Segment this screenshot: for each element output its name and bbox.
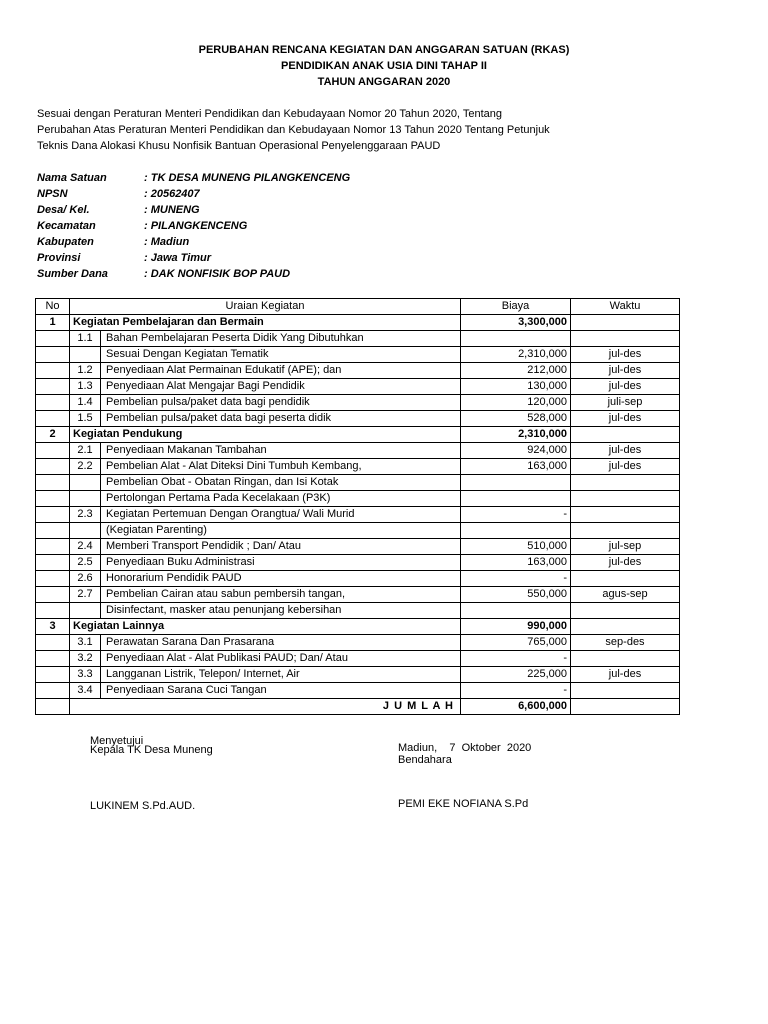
row-uraian (70, 635, 461, 651)
row-biaya: 225,000 (461, 667, 571, 683)
row-uraian (70, 475, 461, 491)
table-row (36, 571, 680, 587)
row-sub-no (70, 347, 101, 362)
table-row (36, 507, 680, 523)
row-uraian-text: Disinfectant, masker atau penunjang kebersihan (106, 604, 342, 616)
row-biaya: 528,000 (461, 411, 571, 427)
place-date: Madiun, 7 Oktober 2020 (398, 742, 532, 754)
row-sub-no: 3.2 (70, 651, 101, 666)
row-waktu: jul-des (571, 411, 680, 427)
row-waktu (571, 619, 680, 635)
row-waktu (571, 651, 680, 667)
table-row (36, 603, 680, 619)
row-no (36, 651, 70, 667)
row-uraian-text: Pembelian Obat - Obatan Ringan, dan Isi Kotak (106, 476, 339, 488)
row-sub-no: 2.4 (70, 539, 101, 554)
table-row (36, 443, 680, 459)
table-header-row (36, 299, 680, 315)
row-no (36, 667, 70, 683)
row-uraian-text: Kegiatan Lainnya (73, 620, 165, 632)
row-uraian-text: Penyediaan Alat - Alat Publikasi PAUD; Dan/ Atau (106, 652, 348, 664)
row-no (36, 331, 70, 347)
document-title-line3: TAHUN ANGGARAN 2020 (317, 76, 451, 88)
info-label-sumber-dana: Sumber Dana (37, 268, 108, 280)
row-waktu: jul-des (571, 347, 680, 363)
row-waktu (571, 491, 680, 507)
header-no: No (36, 299, 70, 315)
row-no (36, 571, 70, 587)
row-sub-no (70, 523, 101, 538)
row-biaya: - (461, 683, 571, 699)
info-value-sumber-dana: : DAK NONFISIK BOP PAUD (144, 268, 291, 280)
total-no-cell (36, 699, 70, 715)
row-biaya: 2,310,000 (461, 347, 571, 363)
row-sub-no (70, 491, 101, 506)
row-uraian-text: Penyediaan Alat Mengajar Bagi Pendidik (106, 380, 305, 392)
row-biaya: 212,000 (461, 363, 571, 379)
row-biaya (461, 603, 571, 619)
table-row (36, 587, 680, 603)
info-label-npsn: NPSN (37, 188, 68, 200)
row-waktu (571, 683, 680, 699)
info-value-desa: : MUNENG (144, 204, 200, 216)
row-no (36, 459, 70, 475)
info-value-provinsi: : Jawa Timur (144, 252, 212, 264)
intro-line1: Sesuai dengan Peraturan Menteri Pendidikan dan Kebudayaan Nomor 20 Tahun 2020, Tentang (37, 108, 502, 120)
budget-table (35, 298, 680, 715)
row-uraian (70, 539, 461, 555)
row-uraian-text: Perawatan Sarana Dan Prasarana (106, 636, 275, 648)
table-row (36, 539, 680, 555)
row-uraian (70, 411, 461, 427)
row-biaya (461, 523, 571, 539)
row-no (36, 363, 70, 379)
row-uraian-text: Kegiatan Pembelajaran dan Bermain (73, 316, 264, 328)
row-uraian (70, 555, 461, 571)
total-label: J U M L A H (70, 699, 461, 715)
table-row (36, 411, 680, 427)
row-uraian (70, 587, 461, 603)
row-sub-no: 2.7 (70, 587, 101, 602)
table-row (36, 523, 680, 539)
row-uraian (70, 491, 461, 507)
row-uraian (70, 603, 461, 619)
row-waktu: jul-sep (571, 539, 680, 555)
row-biaya: 924,000 (461, 443, 571, 459)
row-waktu: jul-des (571, 379, 680, 395)
row-biaya: - (461, 651, 571, 667)
row-sub-no: 1.3 (70, 379, 101, 394)
row-uraian-text: Kegiatan Pendukung (73, 428, 183, 440)
table-row (36, 427, 680, 443)
intro-line2: Perubahan Atas Peraturan Menteri Pendidikan dan Kebudayaan Nomor 13 Tahun 2020 Tentang Petunjuk (37, 124, 550, 136)
row-biaya: 120,000 (461, 395, 571, 411)
info-value-kecamatan: : PILANGKENCENG (144, 220, 248, 232)
row-uraian (70, 523, 461, 539)
row-uraian-text: Penyediaan Alat Permainan Edukatif (APE); dan (106, 364, 342, 376)
row-waktu: jul-des (571, 443, 680, 459)
info-label-desa: Desa/ Kel. (37, 204, 90, 216)
row-uraian-text: Pembelian Cairan atau sabun pembersih tangan, (106, 588, 346, 600)
row-waktu (571, 315, 680, 331)
row-biaya: 2,310,000 (461, 427, 571, 443)
row-biaya: 130,000 (461, 379, 571, 395)
info-value-nama-satuan: : TK DESA MUNENG PILANGKENCENG (144, 172, 351, 184)
header-biaya: Biaya (461, 299, 571, 315)
row-sub-no (70, 603, 101, 618)
table-row (36, 619, 680, 635)
table-body (36, 315, 680, 699)
document-title-line1: PERUBAHAN RENCANA KEGIATAN DAN ANGGARAN SATUAN (RKAS) (198, 44, 570, 56)
row-sub-no: 2.2 (70, 459, 101, 474)
row-biaya: 990,000 (461, 619, 571, 635)
row-sub-no: 2.3 (70, 507, 101, 522)
row-biaya: 510,000 (461, 539, 571, 555)
info-label-nama-satuan: Nama Satuan (37, 172, 107, 184)
table-row (36, 379, 680, 395)
table-row (36, 347, 680, 363)
row-biaya: - (461, 507, 571, 523)
row-uraian-text: Pertolongan Pertama Pada Kecelakaan (P3K) (106, 492, 331, 504)
intro-line3: Teknis Dana Alokasi Khusu Nonfisik Bantuan Operasional Penyelenggaraan PAUD (37, 140, 441, 152)
row-sub-no: 3.4 (70, 683, 101, 698)
row-uraian (70, 395, 461, 411)
row-sub-no: 1.2 (70, 363, 101, 378)
row-uraian (70, 379, 461, 395)
headmaster-title: Kepala TK Desa Muneng (90, 744, 213, 756)
table-row (36, 363, 680, 379)
row-uraian (70, 571, 461, 587)
row-uraian-text: Kegiatan Pertemuan Dengan Orangtua/ Wali Murid (106, 508, 355, 520)
table-row (36, 475, 680, 491)
row-sub-no (70, 475, 101, 490)
row-sub-no: 3.3 (70, 667, 101, 682)
row-sub-no: 1.4 (70, 395, 101, 410)
table-row (36, 459, 680, 475)
row-uraian (70, 651, 461, 667)
row-biaya: 550,000 (461, 587, 571, 603)
row-waktu (571, 331, 680, 347)
row-no (36, 507, 70, 523)
row-uraian (70, 443, 461, 459)
row-biaya (461, 475, 571, 491)
row-uraian (70, 331, 461, 347)
row-waktu (571, 427, 680, 443)
row-no (36, 443, 70, 459)
row-uraian-text: Penyediaan Makanan Tambahan (106, 444, 267, 456)
row-uraian-text: Pembelian pulsa/paket data bagi peserta didik (106, 412, 332, 424)
row-waktu: sep-des (571, 635, 680, 651)
row-uraian (70, 427, 461, 443)
table-row (36, 667, 680, 683)
row-no (36, 347, 70, 363)
total-value: 6,600,000 (461, 699, 571, 715)
row-sub-no: 3.1 (70, 635, 101, 650)
row-waktu (571, 603, 680, 619)
row-sub-no: 2.1 (70, 443, 101, 458)
row-uraian (70, 315, 461, 331)
row-uraian-text: Langganan Listrik, Telepon/ Internet, Air (106, 668, 300, 680)
row-biaya (461, 331, 571, 347)
info-label-kecamatan: Kecamatan (37, 220, 96, 232)
row-biaya (461, 491, 571, 507)
row-no (36, 555, 70, 571)
table-row (36, 651, 680, 667)
row-no: 3 (36, 619, 70, 635)
header-uraian: Uraian Kegiatan (70, 299, 461, 315)
row-no (36, 379, 70, 395)
row-waktu (571, 523, 680, 539)
row-sub-no: 1.1 (70, 331, 101, 346)
row-waktu (571, 507, 680, 523)
row-uraian (70, 363, 461, 379)
row-no (36, 587, 70, 603)
info-value-npsn: : 20562407 (144, 188, 200, 200)
row-uraian-text: Memberi Transport Pendidik ; Dan/ Atau (106, 540, 302, 552)
row-uraian-text: Pembelian pulsa/paket data bagi pendidik (106, 396, 310, 408)
row-no (36, 635, 70, 651)
row-waktu: jul-des (571, 555, 680, 571)
row-uraian-text: Pembelian Alat - Alat Diteksi Dini Tumbuh Kembang, (106, 460, 362, 472)
row-no (36, 539, 70, 555)
row-uraian (70, 683, 461, 699)
treasurer-title: Bendahara (398, 754, 452, 766)
info-label-provinsi: Provinsi (37, 252, 81, 264)
row-no (36, 411, 70, 427)
row-uraian-text: Penyediaan Sarana Cuci Tangan (106, 684, 267, 696)
row-uraian-text: Sesuai Dengan Kegiatan Tematik (106, 348, 269, 360)
info-label-kabupaten: Kabupaten (37, 236, 94, 248)
row-uraian-text: Penyediaan Buku Administrasi (106, 556, 255, 568)
row-no: 2 (36, 427, 70, 443)
row-waktu: juli-sep (571, 395, 680, 411)
info-value-kabupaten: : Madiun (144, 236, 190, 248)
row-biaya: 3,300,000 (461, 315, 571, 331)
total-waktu-cell (571, 699, 680, 715)
row-biaya: 765,000 (461, 635, 571, 651)
row-sub-no: 2.5 (70, 555, 101, 570)
table-row (36, 555, 680, 571)
row-uraian (70, 667, 461, 683)
table-row (36, 683, 680, 699)
row-no (36, 395, 70, 411)
table-row (36, 315, 680, 331)
row-waktu (571, 571, 680, 587)
row-biaya: 163,000 (461, 459, 571, 475)
row-uraian-text: Honorarium Pendidik PAUD (106, 572, 242, 584)
row-waktu: jul-des (571, 667, 680, 683)
table-row (36, 491, 680, 507)
document-title-line2: PENDIDIKAN ANAK USIA DINI TAHAP II (281, 60, 487, 72)
headmaster-name: LUKINEM S.Pd.AUD. (90, 800, 196, 812)
row-no (36, 603, 70, 619)
row-no (36, 683, 70, 699)
total-row (36, 699, 680, 715)
row-uraian (70, 459, 461, 475)
row-waktu: agus-sep (571, 587, 680, 603)
row-uraian (70, 347, 461, 363)
row-waktu: jul-des (571, 363, 680, 379)
row-sub-no: 2.6 (70, 571, 101, 586)
row-biaya: - (461, 571, 571, 587)
treasurer-name: PEMI EKE NOFIANA S.Pd (398, 798, 529, 810)
row-waktu: jul-des (571, 459, 680, 475)
row-uraian (70, 619, 461, 635)
row-uraian (70, 507, 461, 523)
row-uraian-text: (Kegiatan Parenting) (106, 524, 207, 536)
row-biaya: 163,000 (461, 555, 571, 571)
row-no (36, 475, 70, 491)
row-no (36, 523, 70, 539)
table-row (36, 635, 680, 651)
row-waktu (571, 475, 680, 491)
row-no: 1 (36, 315, 70, 331)
row-uraian-text: Bahan Pembelajaran Peserta Didik Yang Dibutuhkan (106, 332, 364, 344)
row-sub-no: 1.5 (70, 411, 101, 426)
header-waktu: Waktu (571, 299, 680, 315)
table-row (36, 331, 680, 347)
approval-label: Menyetujui (90, 735, 144, 747)
row-no (36, 491, 70, 507)
table-row (36, 395, 680, 411)
